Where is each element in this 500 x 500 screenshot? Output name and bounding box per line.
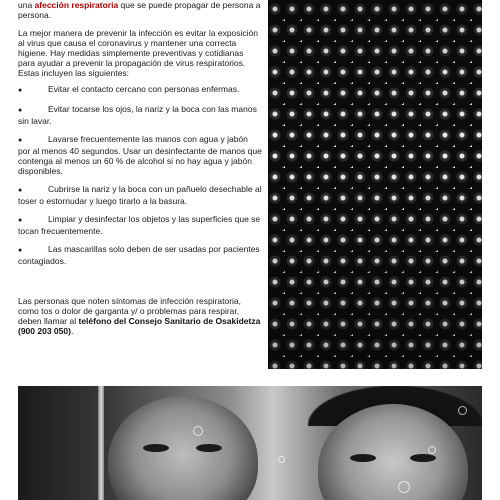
list-item — [18, 104, 262, 126]
list-item — [18, 84, 262, 96]
list-item-text: Lavarse frecuentemente las manos con agua y jabón por al menos 40 segundos. Usar un desinfectante de manos que contenga al menos un 60 % de alcohol si no hay agua y jabón disponibles. — [18, 134, 262, 176]
intro-prefix: una — [18, 0, 35, 10]
intro-paragraph — [18, 0, 262, 20]
intro-highlight: afección respiratoria — [34, 0, 119, 10]
article-text-column — [18, 0, 262, 336]
list-item-text: Evitar el contacto cercano con personas enfermas. — [48, 84, 240, 94]
bullet-icon: ● — [18, 217, 23, 224]
list-item — [18, 244, 262, 266]
list-item — [18, 134, 262, 176]
list-item — [18, 184, 262, 206]
closing-end: . — [70, 326, 74, 336]
eye — [410, 454, 436, 462]
bullet-icon: ● — [18, 137, 23, 144]
graduation-crowd-photo — [268, 0, 482, 369]
eye — [350, 454, 376, 462]
closing-paragraph — [18, 296, 262, 336]
bubble — [428, 446, 436, 454]
eye — [143, 444, 169, 452]
bubble — [193, 426, 203, 436]
list-item-text: Las mascarillas solo deben de ser usadas por pacientes contagiados. — [18, 244, 260, 266]
bubble — [398, 481, 410, 493]
closing-text: Las personas que noten síntomas de infección respiratoria, como tos o dolor de garganta y/ o problemas para respirar, deben llamar al — [18, 296, 242, 326]
prevention-paragraph: La mejor manera de prevenir la infección es evitar la exposición al virus que causa el coronavirus y mantener una correcta higiene. Hay medidas simplemente preventivas y cotidianas para ayudar a prevenir la propagación de virus respiratorios. Estas incluyen las siguientes: — [18, 28, 259, 78]
bullet-icon: ● — [18, 247, 23, 254]
left-face — [108, 396, 258, 500]
bullet-icon: ● — [18, 187, 23, 194]
list-item-text: Cubrirse la nariz y la boca con un pañuelo desechable al toser o estornudar y luego tirarlo a la basura. — [18, 184, 262, 206]
eye — [196, 444, 222, 452]
bubble — [458, 406, 467, 415]
bubble — [278, 456, 285, 463]
recommendations-list — [18, 84, 262, 266]
list-item-text: Limpiar y desinfectar los objetos y las superficies que se tocan frecuentemente. — [18, 214, 261, 236]
list-item-text: Evitar tocarse los ojos, la nariz y la boca con las manos sin lavar. — [18, 104, 257, 126]
bubbles-photo — [18, 386, 482, 500]
list-item — [18, 214, 262, 236]
phone-label: teléfono del Consejo Sanitario de Osakidetza (900 203 050) — [18, 316, 261, 336]
intro-suffix: que se puede propagar de persona a persona. — [18, 0, 261, 20]
bullet-icon: ● — [18, 87, 23, 94]
bullet-icon: ● — [18, 107, 23, 114]
bubble-wand — [98, 386, 104, 500]
